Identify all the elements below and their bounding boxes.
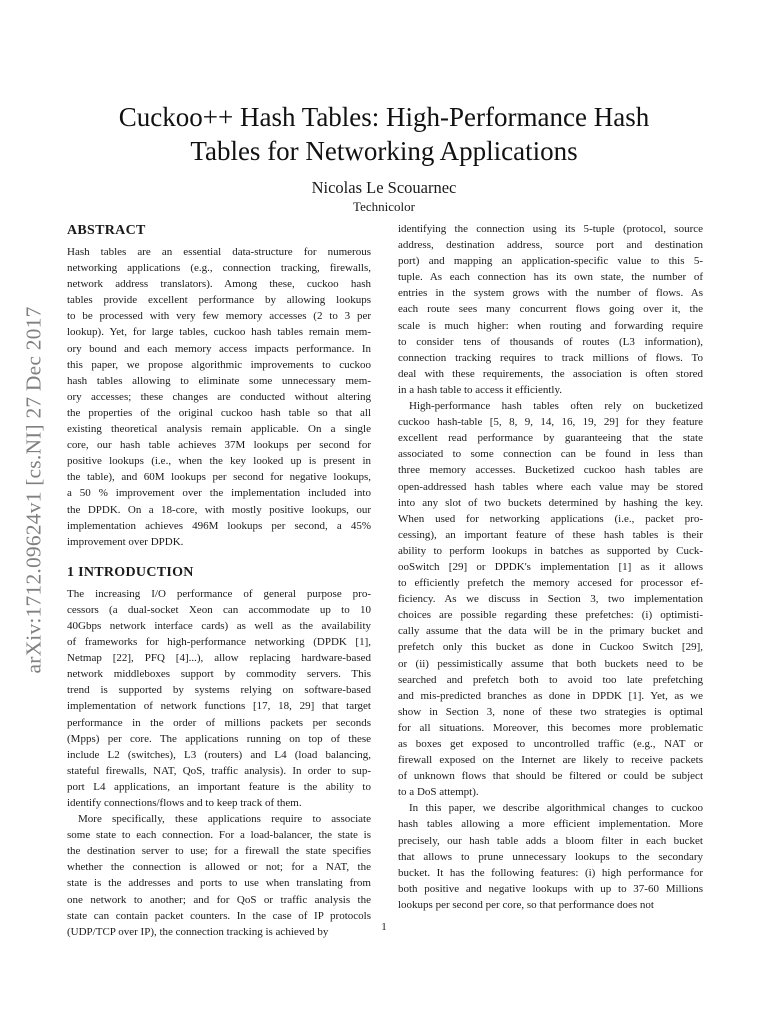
text-line: deal with these requirements, the association is often stored bbox=[398, 367, 703, 380]
text-line: network middleboxes support by commodity servers. This bbox=[67, 668, 371, 681]
text-line: cally assume that the data will be in the primary bucket and bbox=[398, 625, 703, 638]
text-line: ability to perform lookups in batches as supported by Cuck- bbox=[398, 544, 703, 557]
text-line: to consider tens of thousands of routes (L3 information), bbox=[398, 335, 703, 348]
text-line: for all situations. Moreover, this becomes more problematic bbox=[398, 721, 703, 734]
text-line: both positive and negative lookups with up to 37-60 Millions bbox=[398, 882, 703, 895]
text-line: show in Section 3, none of these two strategies is optimal bbox=[398, 705, 703, 718]
text-line: (Mpps) per core. The applications running on top of these bbox=[67, 732, 371, 745]
text-line: state is the addresses and ports to use when translating from bbox=[67, 877, 371, 890]
text-line: High-performance hash tables often rely on bucketized bbox=[409, 400, 703, 413]
text-line: and mis-predicted branches as done in DPDK [1]. Yet, as we bbox=[398, 689, 703, 702]
introduction-body bbox=[67, 586, 371, 940]
text-line: performance in the order of millions packets per seconds bbox=[67, 716, 371, 729]
text-line: some state to each connection. For a load-balancer, the state is bbox=[67, 829, 371, 842]
text-line: whether the connection is allowed or not; for a NAT, the bbox=[67, 861, 371, 874]
text-line: each route sees many concurrent flows going over it, the bbox=[398, 303, 703, 316]
text-line: trend is supported by systems relying on software-based bbox=[67, 684, 371, 697]
text-line: excellent read performance by guaranteeing that the state bbox=[398, 432, 703, 445]
text-line: to efficiently prefetch the memory accesed for processor ef- bbox=[398, 577, 703, 590]
paper-title-line: Tables for Networking Applications bbox=[190, 136, 578, 166]
text-line: positive lookups (i.e., when the key looked up is present in bbox=[67, 455, 371, 468]
text-line: the table), and 60M lookups per second for negative lookups, bbox=[67, 471, 371, 484]
text-line: The increasing I/O performance of general purpose pro- bbox=[67, 587, 371, 600]
author-affiliation: Technicolor bbox=[353, 199, 415, 214]
abstract-heading: ABSTRACT bbox=[67, 223, 146, 238]
text-line: this paper, we propose algorithmic improvements to cuckoo bbox=[67, 358, 371, 371]
text-line: a 50 % improvement over the implementation included into bbox=[67, 487, 371, 500]
text-line: improvement over DPDK. bbox=[67, 535, 184, 548]
text-line: choices are possible regarding these prefetches: (i) optimisti- bbox=[398, 609, 703, 622]
text-line: cessors (a dual-socket Xeon can accommodate up to 10 bbox=[67, 603, 371, 616]
text-line: (UDP/TCP over IP), the connection tracking is achieved by bbox=[67, 925, 329, 938]
page-number: 1 bbox=[381, 921, 387, 933]
text-line: More specifically, these applications require to associate bbox=[78, 813, 371, 826]
paper-title-line: Cuckoo++ Hash Tables: High-Performance Hash bbox=[118, 102, 650, 132]
abstract-paragraph bbox=[67, 244, 371, 550]
arxiv-identifier-stamp bbox=[14, 280, 54, 700]
text-line: identifying the connection using its 5-tuple (protocol, source bbox=[398, 223, 703, 235]
text-line: Hash tables are an essential data-structure for numerous bbox=[67, 246, 371, 258]
text-line: ficiency. As we discuss in Section 3, two implementation bbox=[398, 593, 703, 606]
text-line: scale is much higher: when routing and forwarding require bbox=[398, 319, 703, 332]
paper-title bbox=[80, 100, 688, 168]
text-line: that allows to prune unnecessary lookups to the secondary bbox=[398, 850, 703, 863]
text-line: stateful firewalls, NAT, QoS, traffic analysis). In order to sup- bbox=[67, 764, 371, 777]
text-line: the destination server to use; for a firewall the state specifies bbox=[67, 845, 371, 858]
right-column bbox=[398, 221, 703, 913]
body-paragraph bbox=[398, 800, 703, 913]
text-line: 40Gbps network interface cards) as well as the availability bbox=[67, 619, 371, 632]
author-name: Nicolas Le Scouarnec bbox=[311, 178, 457, 197]
text-line: core, our hash table achieves 37M lookups per second for bbox=[67, 439, 371, 452]
text-line: connection tracking requires to track millions of flows. To bbox=[398, 351, 703, 364]
text-line: cessing), an important feature of these hash tables is their bbox=[398, 528, 703, 541]
text-line: In this paper, we describe algorithmical changes to cuckoo bbox=[409, 802, 703, 815]
text-line: to a DoS attempt). bbox=[398, 786, 479, 799]
text-line: of unknown flows that should be filtered or could be subject bbox=[398, 770, 703, 783]
body-paragraph bbox=[398, 398, 703, 800]
text-line: ooSwitch [29] or DPDK's implementation [1] as it allows bbox=[398, 560, 703, 573]
text-line: When used for networking applications (i.e., packet pro- bbox=[398, 512, 703, 525]
body-paragraph bbox=[398, 221, 703, 398]
text-line: into any slot of two buckets determined by hashing the key. bbox=[398, 496, 703, 509]
text-line: implementation of network functions [17, 18, 29] that target bbox=[67, 700, 371, 713]
text-line: bucket. It has the following features: (i) high performance for bbox=[398, 866, 703, 879]
text-line: three memory accesses. Bucketized cuckoo hash tables are bbox=[398, 464, 703, 477]
text-line: network address translators). Among these, cuckoo hash bbox=[67, 278, 371, 291]
text-line: include L2 (switches), L3 (routers) and L4 (load balancing, bbox=[67, 748, 371, 761]
text-line: hash tables allowing a more efficient implementation. More bbox=[398, 818, 703, 831]
text-line: identify connections/flows and to keep track of them. bbox=[67, 797, 302, 809]
text-line: tuple. As each connection has its own state, the number of bbox=[398, 271, 703, 284]
text-line: the DPDK. On a 18-core, with mostly positive lookups, our bbox=[67, 503, 371, 516]
text-line: tables provide excellent performance by allowing lookups bbox=[67, 294, 371, 307]
text-line: the properties of the original cuckoo hash table so that all bbox=[67, 406, 371, 419]
left-column bbox=[67, 222, 371, 940]
introduction-heading: 1 INTRODUCTION bbox=[67, 564, 194, 580]
text-line: networking applications (e.g., connection tracking, firewalls, bbox=[67, 262, 371, 275]
text-line: prefetch only this bucket as done in Cuckoo Switch [29], bbox=[398, 641, 703, 654]
body-paragraph bbox=[67, 586, 371, 811]
text-line: as boxes get exposed to uncontrolled traffic (e.g., NAT or bbox=[398, 738, 703, 750]
text-line: existing theoretical analysis remain applicable. On a single bbox=[67, 423, 371, 436]
text-line: of frameworks for high-performance networking (DPDK [1], bbox=[67, 636, 371, 649]
text-line: lookups per second per core, so that performance does not bbox=[398, 898, 654, 911]
text-line: hash tables allowing to eliminate some unnecessary mem- bbox=[67, 374, 371, 387]
text-line: to be processed with very few memory accesses (2 to 3 per bbox=[67, 310, 371, 323]
text-line: implementation achieves 496M lookups per second, a 45% bbox=[67, 519, 371, 532]
arxiv-identifier-text: arXiv:1712.09624v1 [cs.NI] 27 Dec 2017 bbox=[21, 306, 46, 674]
text-line: open-addressed hash tables where each value may be stored bbox=[398, 480, 703, 493]
text-line: ory accesses; these changes are conducted without altering bbox=[67, 390, 371, 403]
text-line: or (ii) pessimistically assume that both buckets need to be bbox=[398, 657, 703, 670]
text-line: cuckoo hash-table [5, 8, 9, 14, 16, 19, 29] for they feature bbox=[398, 416, 703, 429]
text-line: port) and mapping an application-specific value to this 5- bbox=[398, 255, 703, 268]
text-line: port L4 applications, an important feature is the ability to bbox=[67, 780, 371, 793]
text-line: searched and prefetch both to avoid too late prefetching bbox=[398, 673, 703, 686]
text-line: entries in the system grows with the number of flows. As bbox=[398, 287, 703, 300]
text-line: state can contain packet counters. In the case of IP protocols bbox=[67, 909, 371, 922]
text-line: associated to some connection can be found in less than bbox=[398, 448, 703, 461]
text-line: ory bound and each memory access impacts performance. In bbox=[67, 342, 371, 355]
text-line: firewall exposed on the Internet are likely to receive packets bbox=[398, 754, 703, 767]
text-line: Netmap [22], PFQ [4]...), allow replacing hardware-based bbox=[67, 652, 371, 665]
text-line: in a hash table to access it efficiently. bbox=[398, 383, 563, 396]
text-line: address, destination address, source port and destination bbox=[398, 239, 703, 252]
text-line: one network to another; and for QoS or traffic analysis the bbox=[67, 893, 371, 906]
text-line: precisely, our hash table adds a bloom filter in each bucket bbox=[398, 834, 703, 847]
text-line: lookup). Yet, for large tables, cuckoo hash tables remain mem- bbox=[67, 326, 371, 339]
